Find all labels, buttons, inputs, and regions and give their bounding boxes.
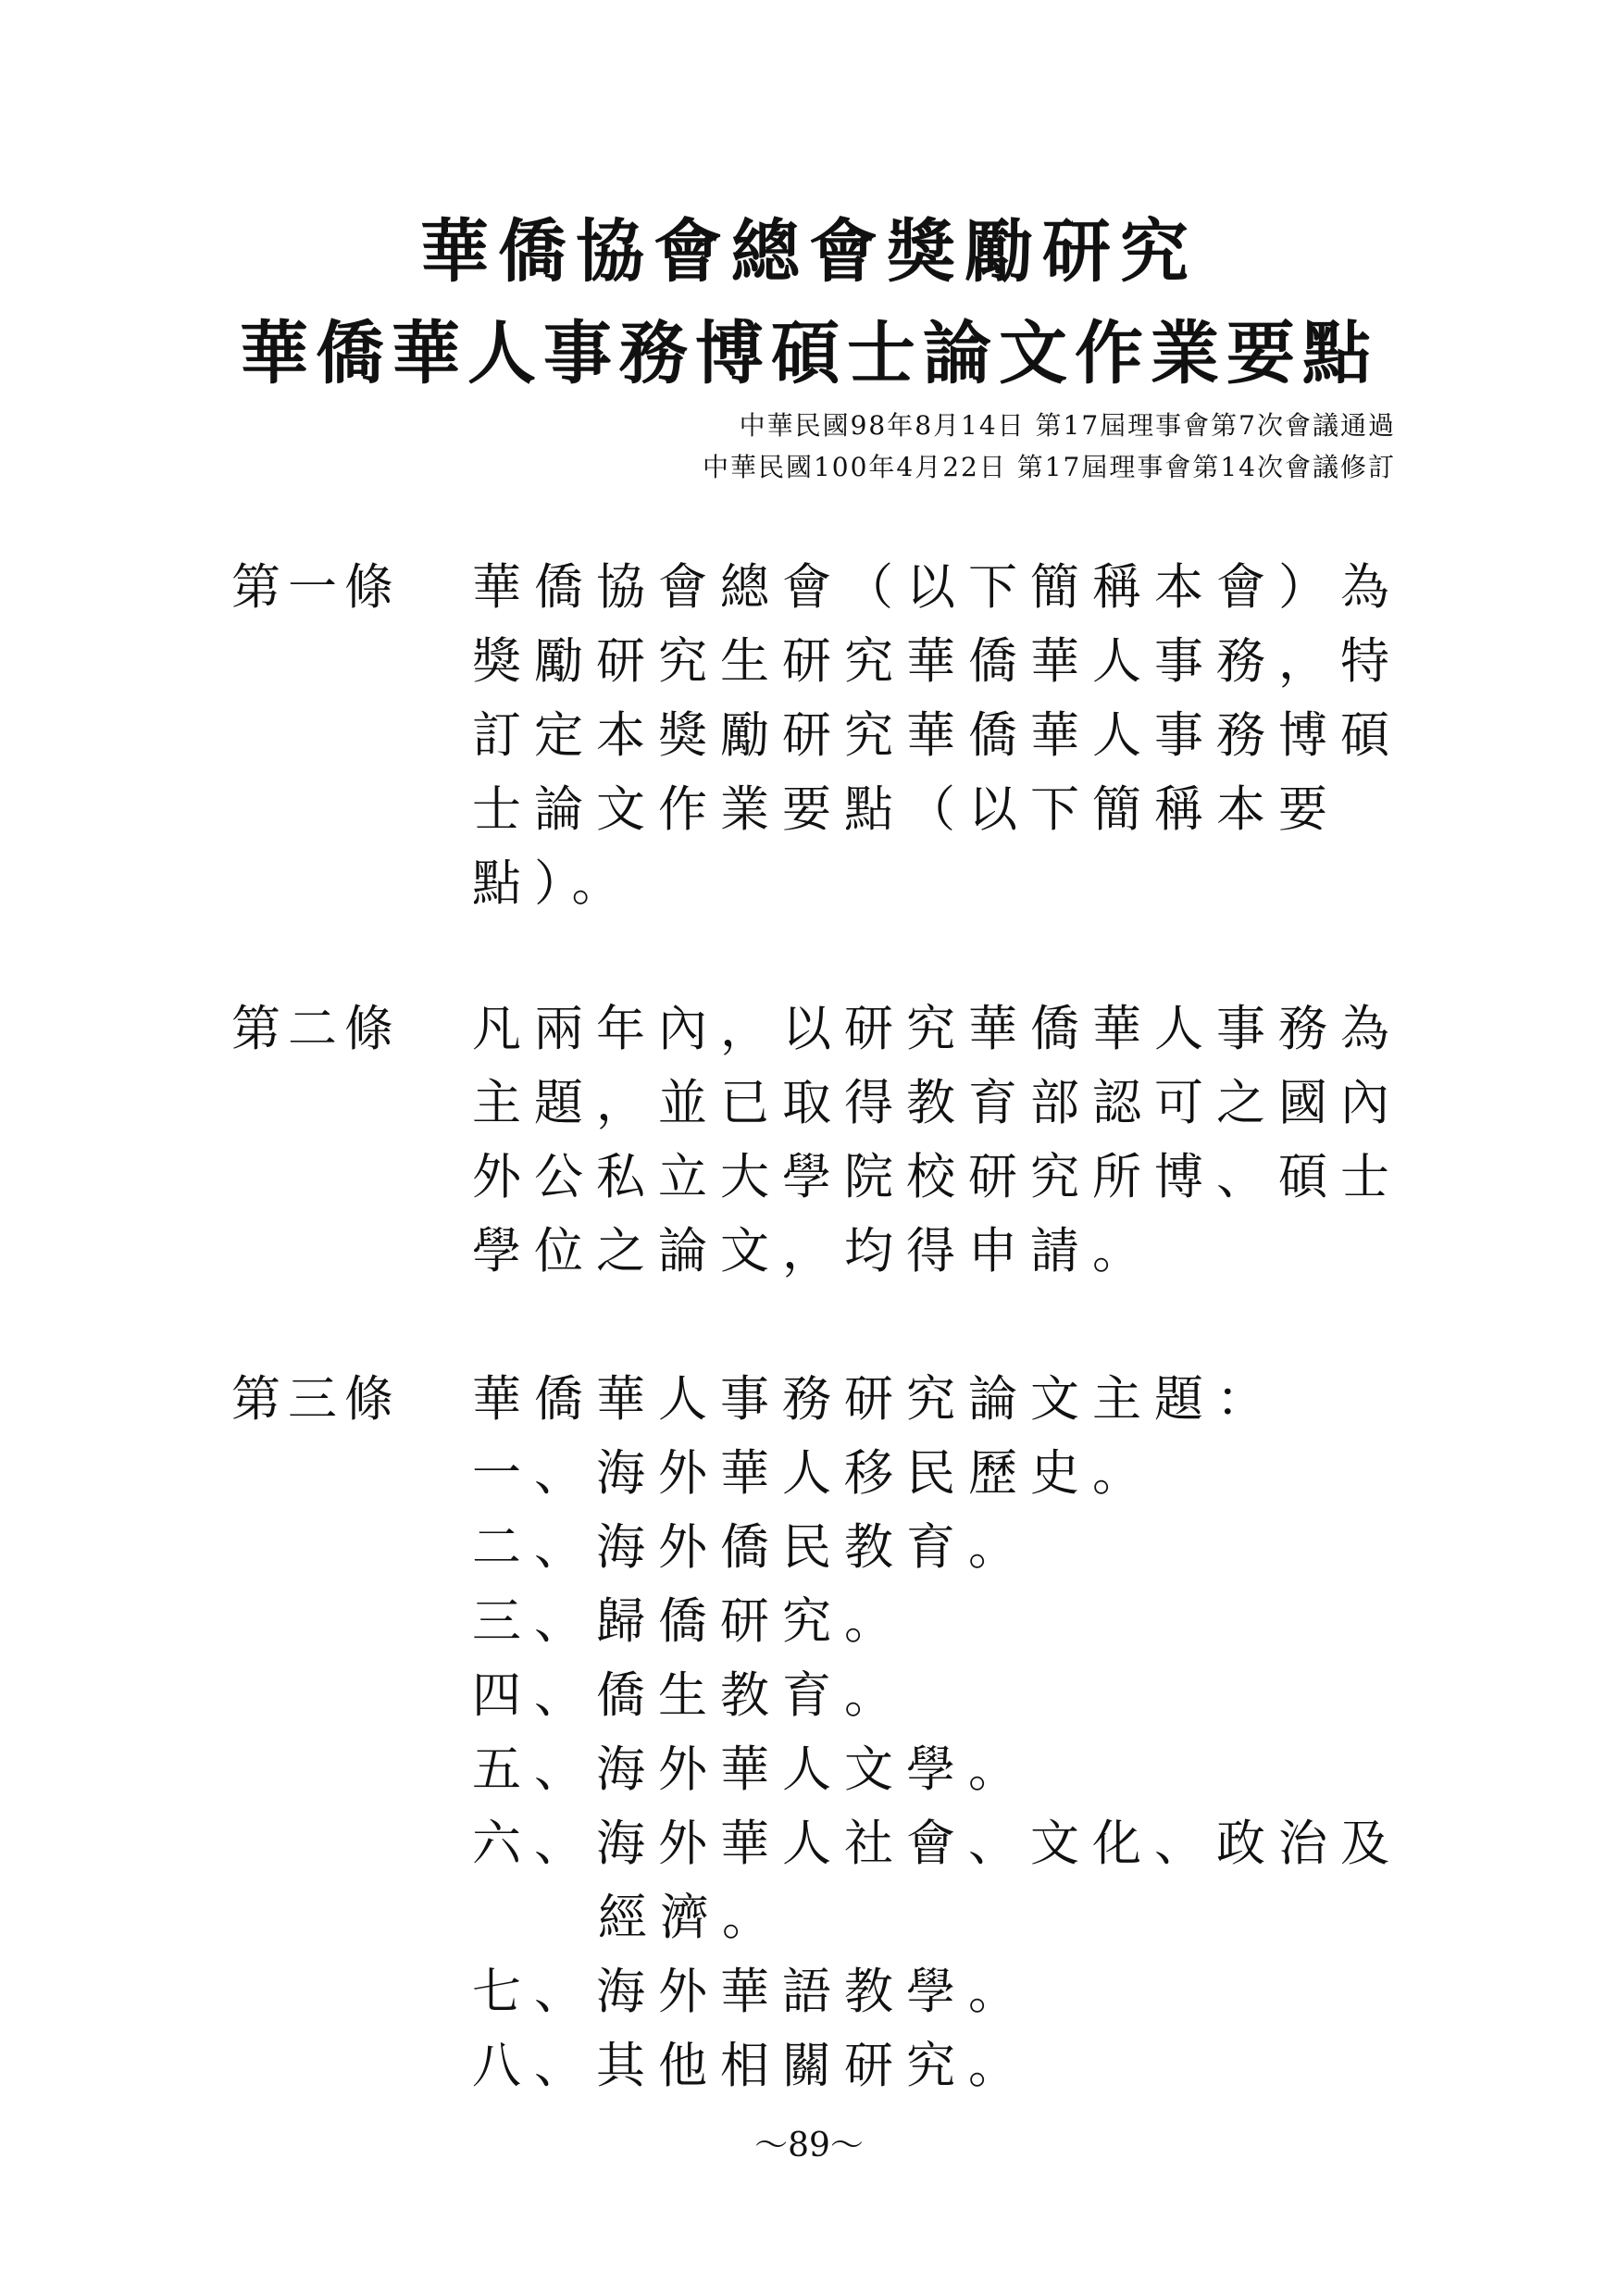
article-intro: 華僑華人事務研究論文主題：: [472, 1371, 1278, 1428]
article-line: 華僑協會總會（以下簡稱本會）為: [472, 559, 1402, 616]
article-body: [472, 992, 1402, 1289]
document-title-line-1: 華僑協會總會獎勵研究: [420, 212, 1198, 292]
article-line: 訂定本獎勵研究華僑華人事務博碩: [472, 707, 1402, 764]
amendment-history: [703, 405, 1396, 488]
article-label: 第三條: [231, 1371, 401, 1428]
history-line: 中華民國98年8月14日 第17屆理事會第7次會議通過: [739, 410, 1396, 441]
history-line: 中華民國100年4月22日 第17屆理事會第14次會議修訂: [702, 452, 1396, 482]
article-line: 外公私立大學院校研究所博、碩士: [472, 1149, 1402, 1205]
article-line: 士論文作業要點（以下簡稱本要: [472, 781, 1340, 838]
article-line: 凡兩年內，以研究華僑華人事務為: [472, 1001, 1402, 1057]
list-item: 七、海外華語教學。: [472, 1964, 1030, 2020]
list-item: 八、其他相關研究。: [472, 2038, 1030, 2094]
list-item-continuation: 經濟。: [598, 1890, 784, 1946]
article-body: [472, 551, 1402, 921]
document-title-line-2: 華僑華人事務博碩士論文作業要點: [240, 314, 1378, 393]
list-item: 四、僑生教育。: [472, 1667, 906, 1724]
list-item: 三、歸僑研究。: [472, 1593, 906, 1650]
list-item: 五、海外華人文學。: [472, 1741, 1030, 1798]
article-body: [472, 1363, 1402, 2103]
list-item: 一、海外華人移民歷史。: [472, 1445, 1154, 1502]
article-line: 點）。: [472, 855, 634, 912]
article-line: 獎勵研究生研究華僑華人事務，特: [472, 633, 1402, 690]
article-line: 學位之論文，均得申請。: [472, 1223, 1154, 1279]
page-number: ～89～: [754, 2127, 864, 2165]
list-item: 二、海外僑民教育。: [472, 1519, 1030, 1576]
list-item: 六、海外華人社會、文化、政治及: [472, 1816, 1402, 1872]
article-label: 第二條: [231, 1001, 401, 1057]
article-label: 第一條: [231, 559, 401, 616]
article-line: 主題，並已取得教育部認可之國內: [472, 1075, 1402, 1131]
